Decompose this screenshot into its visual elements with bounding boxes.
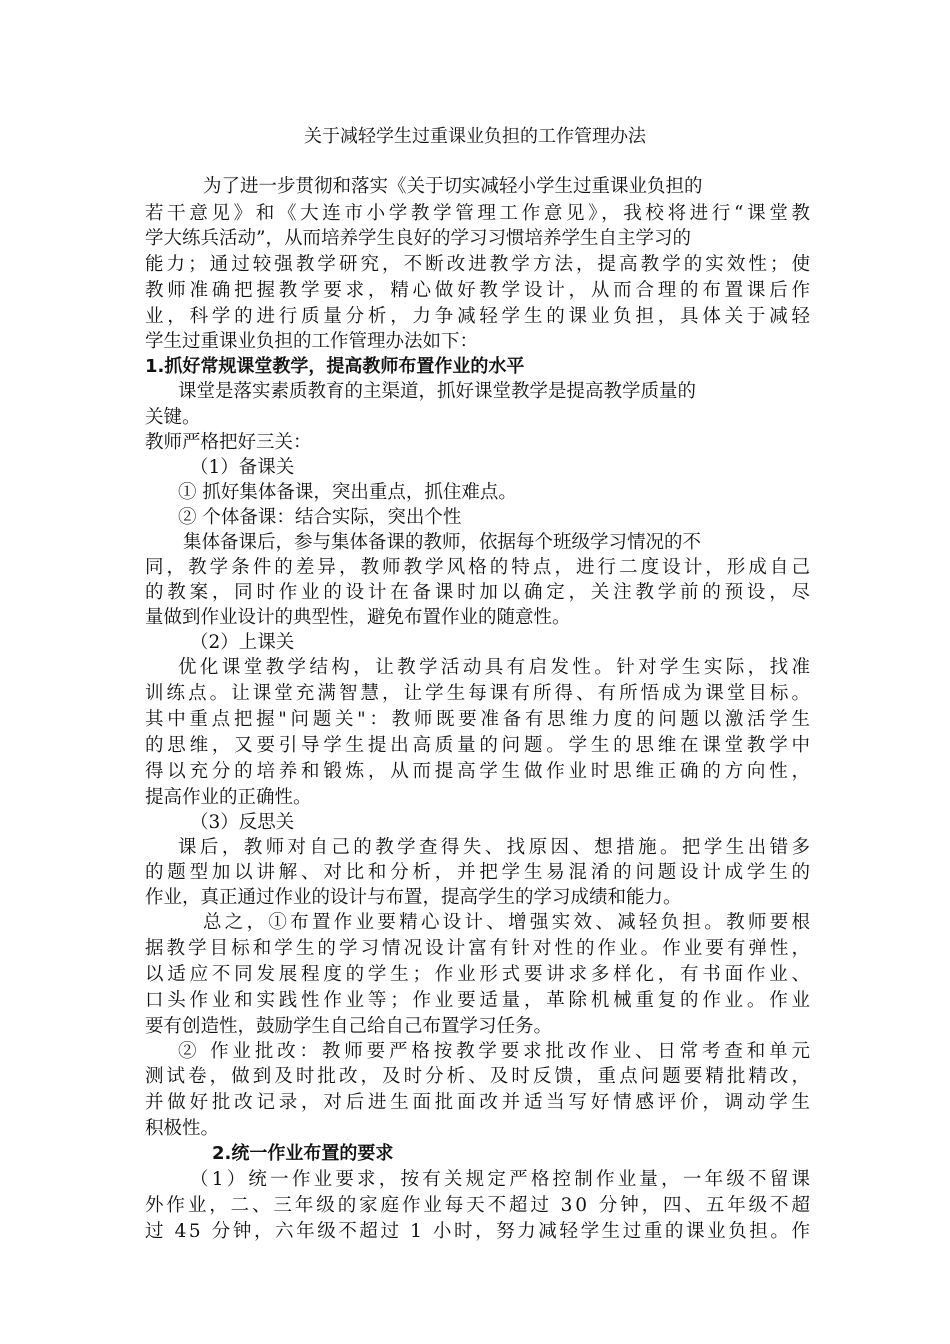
paragraph-line: 测试卷，做到及时批改，及时分析、及时反馈，重点问题要精批精改， <box>145 1066 814 1087</box>
paragraph-line: 业，科学的进行质量分析，力争减轻学生的课业负担，具体关于减轻 <box>145 306 814 327</box>
paragraph-line: 作业，真正通过作业的设计与布置，提高学生的学习成绩和能力。 <box>145 887 682 908</box>
paragraph-line: 量做到作业设计的典型性，避免布置作业的随意性。 <box>145 607 571 628</box>
paragraph-line: 其中重点把握"问题关"：教师既要准备有思维力度的问题以激活学生 <box>145 709 814 730</box>
paragraph-line: 总之，①布置作业要精心设计、增强实效、减轻负担。教师要根 <box>203 912 814 933</box>
paragraph-line: ② 作业批改：教师要严格按教学要求批改作业、日常考查和单元 <box>178 1041 814 1062</box>
paragraph-line: 的题型加以讲解、对比和分析，并把学生易混淆的问题设计成学生的 <box>145 862 814 883</box>
paragraph-line: 学生过重课业负担的工作管理办法如下： <box>145 331 479 352</box>
section-heading: 1.抓好常规课堂教学，提高教师布置作业的水平 <box>145 356 525 377</box>
paragraph-line: ② 个体备课：结合实际，突出个性 <box>178 507 462 528</box>
paragraph-line: 为了进一步贯彻和落实《关于切实减轻小学生过重课业负担的 <box>203 176 703 197</box>
paragraph-line: 的教案，同时作业的设计在备课时加以确定，关注教学前的预设，尽 <box>145 582 814 603</box>
paragraph-line: （1）备课关 <box>190 457 295 478</box>
paragraph-line: 教师准确把握教学要求，精心做好教学设计，从而合理的布置课后作 <box>145 280 814 301</box>
paragraph-line: 得以充分的培养和锻炼，从而提高学生做作业时思维正确的方向性， <box>145 761 814 782</box>
paragraph-line: 集体备课后，参与集体备课的教师，依据每个班级学习情况的不 <box>183 532 702 553</box>
paragraph-line: 要有创造性，鼓励学生自己给自己布置学习任务。 <box>145 1016 553 1037</box>
paragraph-line: 课后，教师对自己的教学查得失、找原因、想措施。把学生出错多 <box>178 837 814 858</box>
paragraph-line: ① 抓好集体备课，突出重点，抓住难点。 <box>178 482 517 503</box>
paragraph-line: 口头作业和实践性作业等；作业要适量，革除机械重复的作业。作业 <box>145 990 814 1011</box>
section-heading: 2.统一作业布置的要求 <box>212 1143 394 1164</box>
paragraph-line: （2）上课关 <box>190 632 295 653</box>
paragraph-line: 并做好批改记录，对后进生面批面改并适当写好情感评价，调动学生 <box>145 1092 814 1113</box>
paragraph-line: 训练点。让课堂充满智慧，让学生每课有所得、有所悟成为课堂目标。 <box>145 683 814 704</box>
paragraph-line: 的思维，又要引导学生提出高质量的问题。学生的思维在课堂教学中 <box>145 735 814 756</box>
paragraph-line: 提高作业的正确性。 <box>145 787 312 808</box>
paragraph-line: 能力；通过较强教学研究，不断改进教学方法，提高教学的实效性；使 <box>145 254 814 275</box>
paragraph-line: 以适应不同发展程度的学生；作业形式要讲求多样化，有书面作业、 <box>145 964 814 985</box>
paragraph-line: 教师严格把好三关： <box>145 432 312 453</box>
paragraph-line: 课堂是落实素质教育的主渠道，抓好课堂教学是提高教学质量的 <box>178 381 697 402</box>
paragraph-line: 关键。 <box>145 407 201 428</box>
paragraph-line: 同，教学条件的差异，教师教学风格的特点，进行二度设计，形成自己 <box>145 557 814 578</box>
document-title: 关于减轻学生过重课业负担的工作管理办法 <box>304 126 646 147</box>
paragraph-line: （3）反思关 <box>190 812 295 833</box>
paragraph-line: 优化课堂教学结构，让教学活动具有启发性。针对学生实际，找准 <box>178 657 814 678</box>
paragraph-line: 学大练兵活动”，从而培养学生良好的学习习惯培养学生自主学习的 <box>145 228 691 249</box>
paragraph-line: 过 45 分钟，六年级不超过 1 小时，努力减轻学生过重的课业负担。作 <box>145 1221 813 1242</box>
paragraph-line: 据教学目标和学生的学习情况设计富有针对性的作业。作业要有弹性， <box>145 938 814 959</box>
paragraph-line: （1）统一作业要求，按有关规定严格控制作业量，一年级不留课 <box>190 1169 814 1190</box>
paragraph-line: 若干意见》和《大连市小学教学管理工作意见》，我校将进行“课堂教 <box>145 203 814 224</box>
paragraph-line: 外作业，二、三年级的家庭作业每天不超过 30 分钟，四、五年级不超 <box>145 1195 813 1216</box>
paragraph-line: 积极性。 <box>145 1118 220 1139</box>
